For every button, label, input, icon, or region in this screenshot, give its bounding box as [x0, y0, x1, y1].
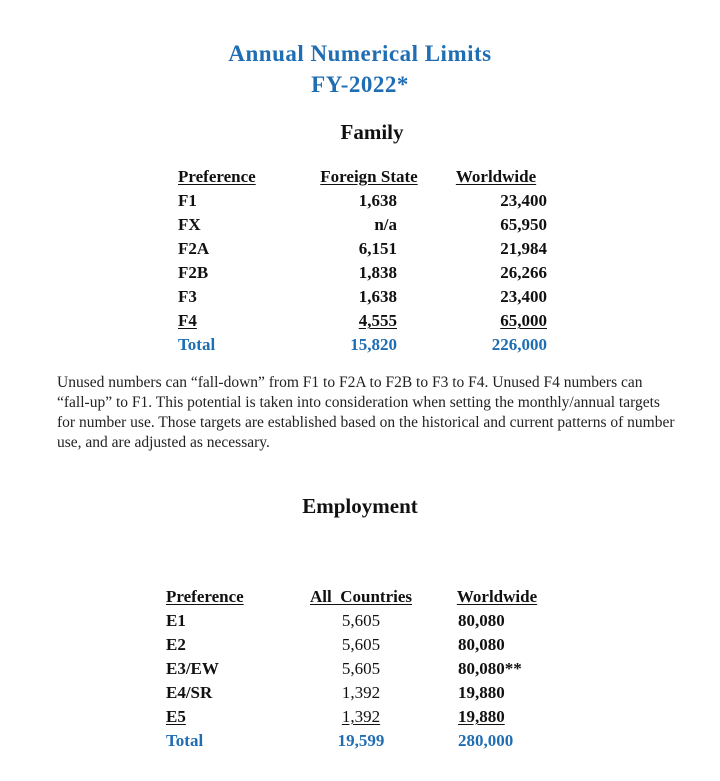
family-limits-table [178, 165, 567, 357]
column-header-preference: Preference [166, 587, 244, 606]
total-label: Total [178, 335, 216, 354]
foreign-state-cell: n/a [374, 215, 397, 234]
worldwide-cell: 80,080 [458, 635, 505, 654]
preference-cell: F2A [178, 239, 210, 258]
total-row [166, 729, 570, 753]
preference-cell: FX [178, 215, 201, 234]
all-countries-cell: 5,605 [341, 635, 381, 654]
total-label: Total [166, 731, 204, 750]
table-row [166, 633, 570, 657]
employment-heading: Employment [302, 494, 418, 518]
total-worldwide: 280,000 [458, 731, 514, 750]
fiscal-year-title: FY-2022* [311, 72, 409, 97]
worldwide-cell: 65,950 [500, 215, 547, 234]
foreign-state-cell: 1,838 [358, 263, 397, 282]
table-row [166, 657, 570, 681]
worldwide-cell: 21,984 [500, 239, 547, 258]
page-title: Annual Numerical Limits [228, 41, 492, 66]
worldwide-cell: 80,080 [458, 611, 505, 630]
total-row [178, 333, 567, 357]
total-foreign-state: 15,820 [350, 335, 397, 354]
column-header-preference: Preference [178, 167, 256, 186]
foreign-state-cell: 1,638 [358, 287, 397, 306]
table-row [178, 261, 567, 285]
table-row [166, 705, 570, 729]
preference-cell: F1 [178, 191, 197, 210]
table-row [166, 609, 570, 633]
fall-down-note: Unused numbers can “fall-down” from F1 to F2A to F2B to F3 to F4. Unused F4 numbers can “fall-up” to F1. This potential is taken into consideration when setting the monthly/annual targets for number use. Those targets are established based on the historical and current patterns of number use, and are adjusted as necessary. [57, 374, 675, 451]
worldwide-cell: 80,080** [458, 659, 522, 678]
worldwide-cell: 65,000 [500, 311, 547, 330]
total-worldwide: 226,000 [491, 335, 547, 354]
column-header-foreign-state: Foreign State [320, 167, 418, 186]
column-header-all-countries: All Countries [310, 587, 412, 606]
foreign-state-cell: 1,638 [358, 191, 397, 210]
table-row [178, 213, 567, 237]
foreign-state-cell: 4,555 [358, 311, 397, 330]
worldwide-cell: 26,266 [500, 263, 547, 282]
all-countries-cell: 5,605 [341, 611, 381, 630]
column-header-worldwide: Worldwide [456, 587, 538, 606]
table-header-row [166, 585, 570, 609]
preference-cell: E5 [166, 707, 186, 726]
family-heading: Family [340, 120, 404, 144]
worldwide-cell: 19,880 [458, 707, 505, 726]
employment-limits-table [166, 585, 570, 753]
preference-cell: F2B [178, 263, 209, 282]
preference-cell: E3/EW [166, 659, 219, 678]
table-header-row [178, 165, 567, 189]
preference-cell: E4/SR [166, 683, 213, 702]
preference-cell: F3 [178, 287, 197, 306]
all-countries-cell: 1,392 [341, 707, 381, 726]
table-row [178, 189, 567, 213]
table-row [178, 237, 567, 261]
worldwide-cell: 23,400 [500, 191, 547, 210]
all-countries-cell: 1,392 [341, 683, 381, 702]
all-countries-cell: 5,605 [341, 659, 381, 678]
preference-cell: E1 [166, 611, 186, 630]
preference-cell: E2 [166, 635, 186, 654]
table-row [166, 681, 570, 705]
total-all-countries: 19,599 [337, 731, 385, 750]
table-row [178, 285, 567, 309]
column-header-worldwide: Worldwide [455, 167, 537, 186]
foreign-state-cell: 6,151 [358, 239, 397, 258]
table-row [178, 309, 567, 333]
preference-cell: F4 [178, 311, 197, 330]
worldwide-cell: 19,880 [458, 683, 505, 702]
worldwide-cell: 23,400 [500, 287, 547, 306]
